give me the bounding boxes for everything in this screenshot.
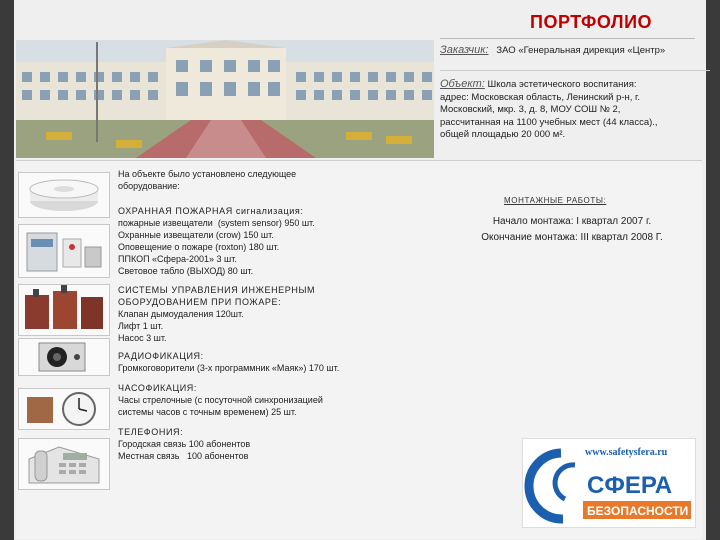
installation-end: Окончание монтажа: III квартал 2008 Г. [481, 232, 663, 243]
radio-heading: РАДИОФИКАЦИЯ: [118, 351, 204, 361]
smoke-valve-image [18, 284, 110, 336]
engineering-heading: СИСТЕМЫ УПРАВЛЕНИЯ ИНЖЕНЕРНЫМ ОБОРУДОВАНИЕМ ПРИ ПОЖАРЕ: [118, 285, 316, 307]
clock-image [18, 388, 110, 430]
installation-start: Начало монтажа: I квартал 2007 г. [492, 216, 652, 227]
client-label: Заказчик: [440, 44, 489, 56]
client-value: ЗАО «Генеральная дирекция «Центр» [496, 45, 666, 56]
clock-heading: ЧАСОФИКАЦИЯ: [118, 383, 197, 393]
object-name: Школа эстетического воспитания: [487, 79, 637, 90]
school-building-photo [16, 40, 434, 158]
telephony-heading: ТЕЛЕФОНИЯ: [118, 427, 184, 437]
client-row [440, 44, 665, 56]
clock-list: Часы стрелочные (с посуточной синхронизацией системы часов с точным временем) 25 шт. [118, 395, 323, 417]
logo-tagline: БЕЗОПАСНОСТИ [587, 504, 689, 518]
fire-alarm-heading: ОХРАННАЯ ПОЖАРНАЯ сигнализация: [118, 206, 304, 216]
loudspeaker-image [18, 338, 110, 376]
installation-heading: МОНТАЖНЫЕ РАБОТЫ: [504, 196, 607, 205]
left-border [0, 0, 14, 540]
sfera-logo [522, 438, 696, 528]
object-row [440, 78, 705, 142]
divider [440, 70, 710, 71]
telephony-list: Городская связь 100 абонентов Местная связь 100 абонентов [118, 439, 251, 461]
security-equipment-image [18, 224, 110, 278]
object-label: Объект: [440, 78, 485, 90]
smoke-detector-image [18, 172, 110, 218]
right-border [706, 0, 720, 540]
logo-url: www.safetysfera.ru [585, 447, 668, 458]
page-title: ПОРТФОЛИО [530, 12, 653, 32]
radio-list: Громкоговорители (3-х программник «Маяк») 170 шт. [118, 363, 340, 373]
engineering-list: Клапан дымоудаления 120шт. Лифт 1 шт. Насос 3 шт. [118, 309, 244, 343]
logo-brand: СФЕРА [587, 472, 673, 499]
object-details: адрес: Московская область, Ленинский р-н, г. Московский, мкр. 3, д. 8, МОУ СОШ № 2, рассчитанная на 1100 учебных мест (44 класса)., общей площадью 20 000 м². [440, 91, 658, 140]
title-divider [440, 38, 695, 39]
fire-alarm-list: пожарные извещатели (system sensor) 950 шт. Охранные извещатели (crow) 150 шт. Оповещение о пожаре (roxton) 180 шт. ППКОП «Сфера-2001» 3 шт. Световое табло (ВЫХОД) 80 шт. [118, 218, 315, 276]
intro-text: На объекте было установлено следующее оборудование: [118, 169, 297, 191]
telephone-image [18, 438, 110, 490]
